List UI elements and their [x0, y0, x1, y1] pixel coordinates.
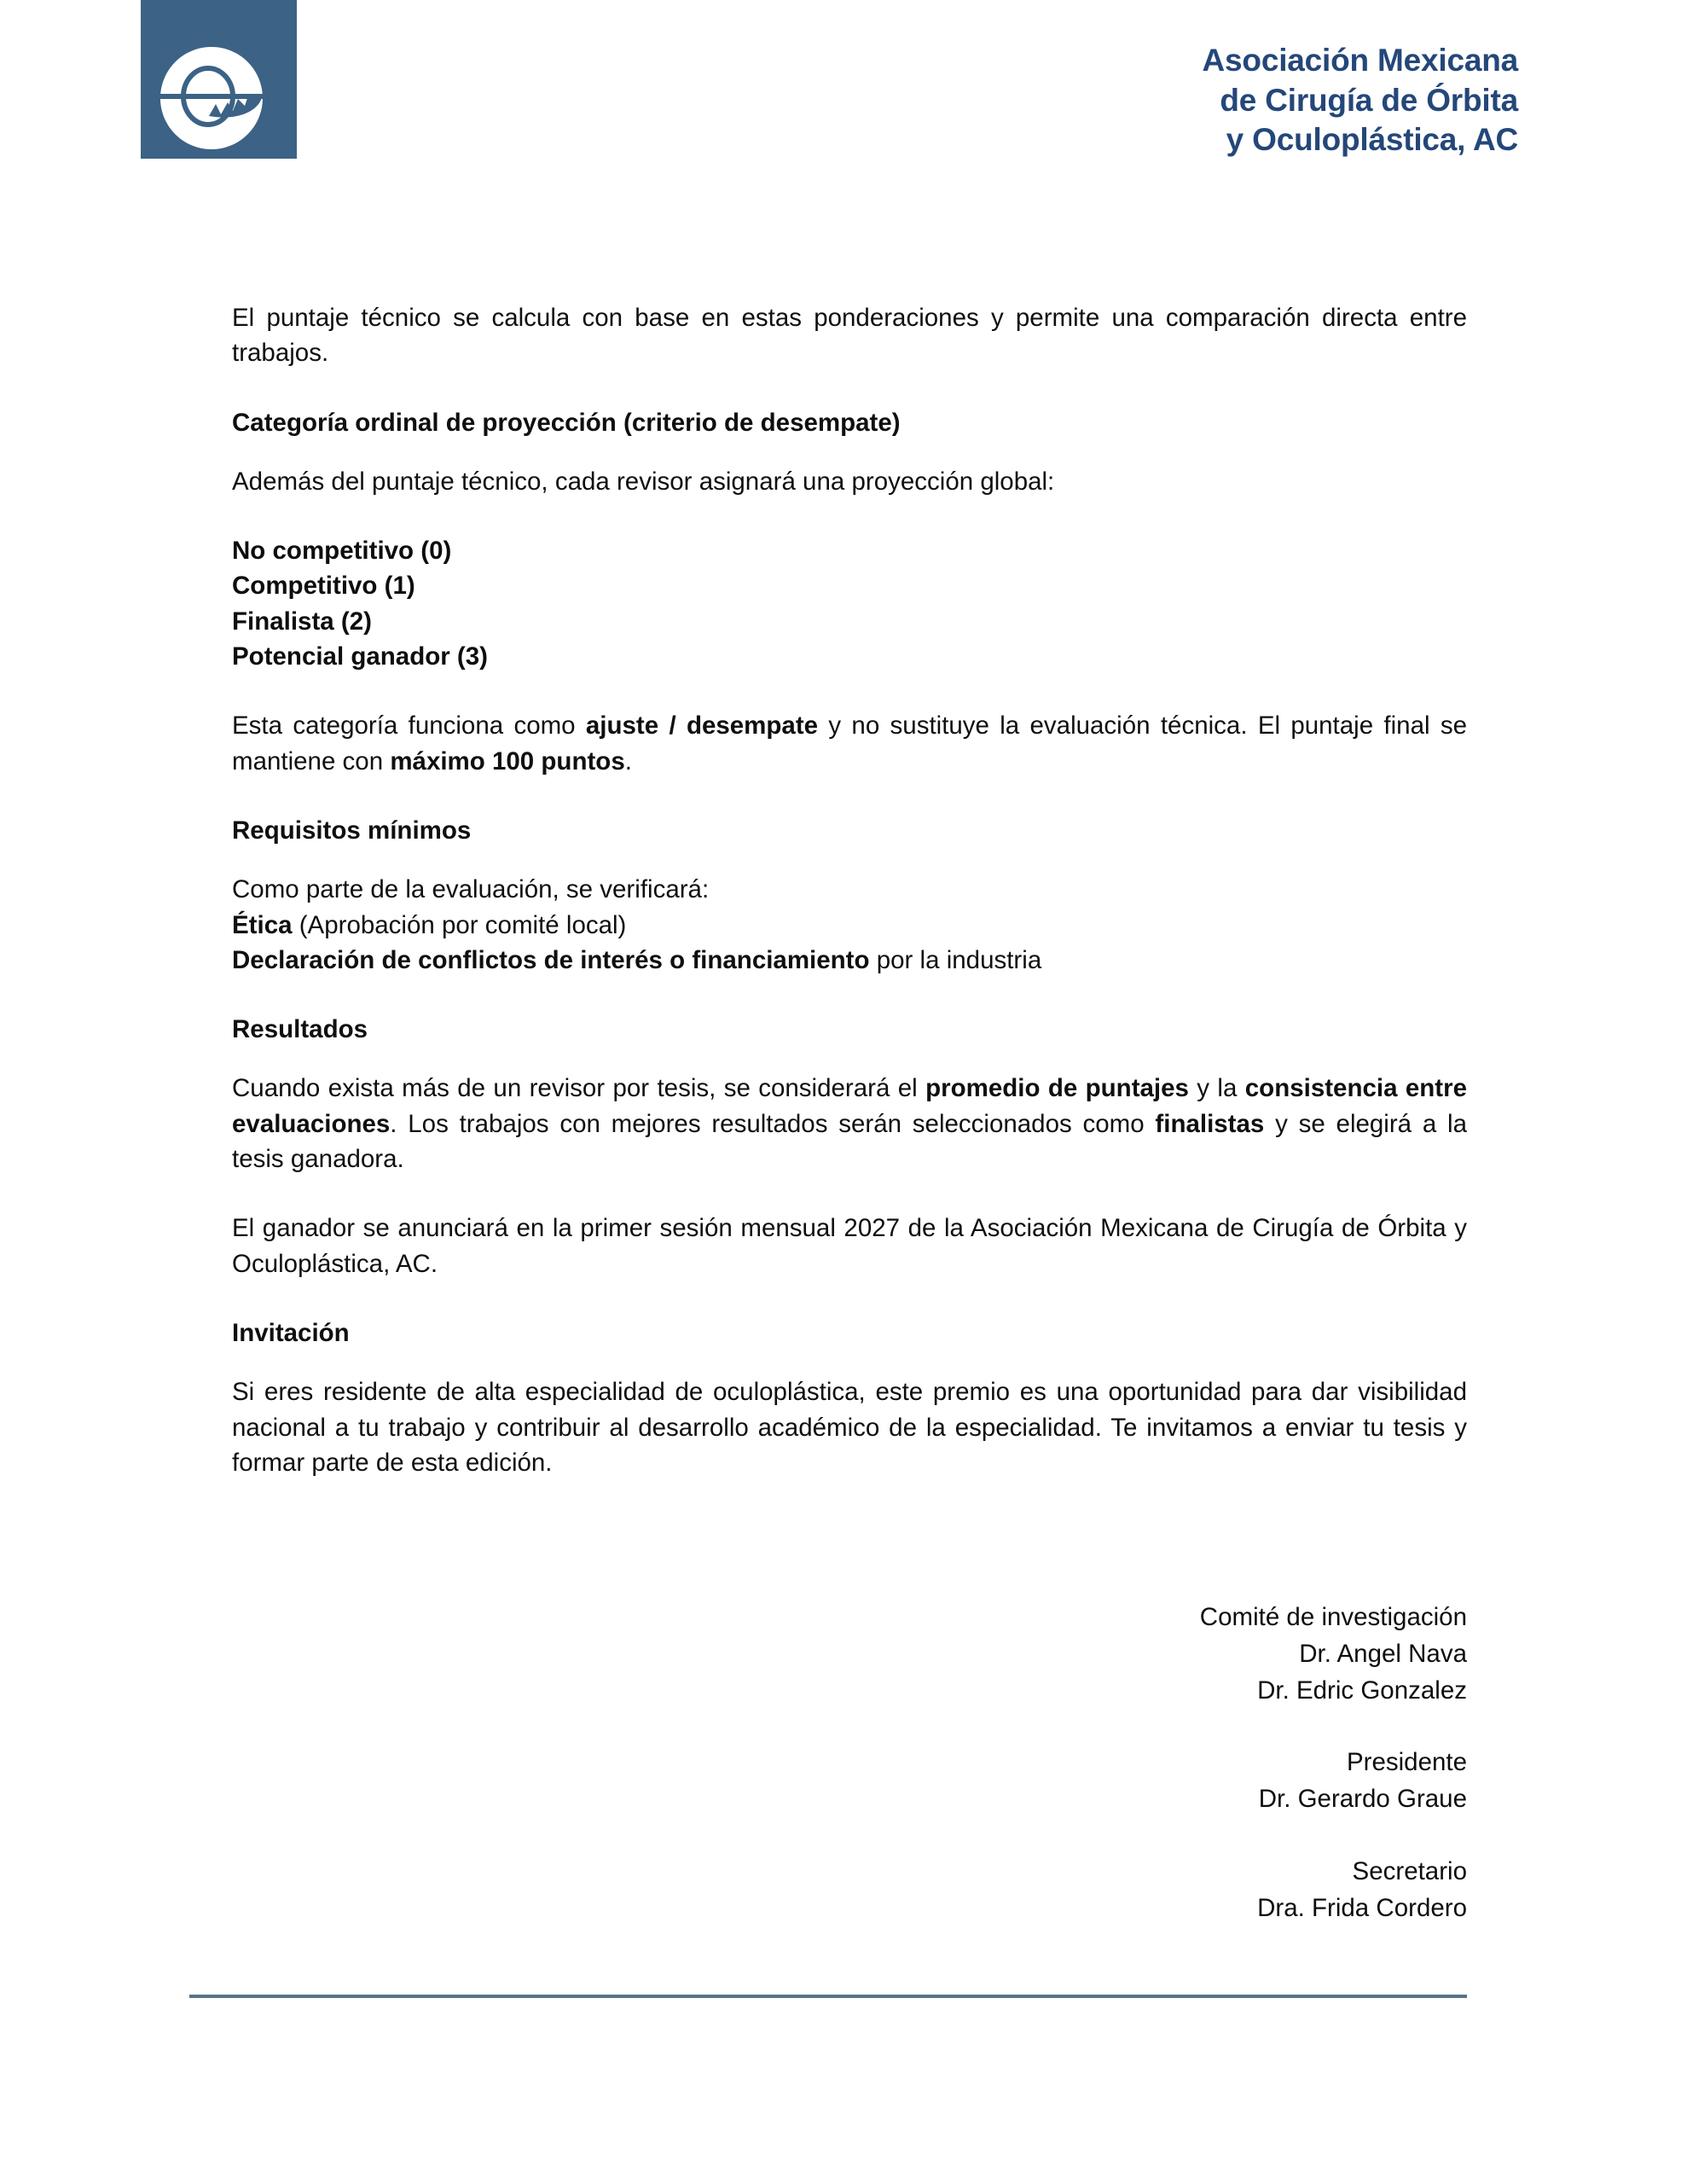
signature-group-comite — [232, 1600, 1467, 1709]
requisito-etica — [232, 908, 1467, 943]
requisito-conflictos-label: Declaración de conflictos de interés o financiamiento — [232, 945, 870, 974]
requisito-etica-detail: (Aprobación por comité local) — [292, 910, 627, 939]
signature-name: Dr. Edric Gonzalez — [1257, 1676, 1467, 1705]
heading-categoria-ordinal: Categoría ordinal de proyección (criterio de desempate) — [232, 408, 901, 437]
resultados-text-1: Cuando exista más de un revisor por tesis, se considerará el — [232, 1074, 926, 1103]
signature-name: Dr. Gerardo Graue — [1258, 1785, 1467, 1814]
requisito-conflictos — [232, 943, 1467, 978]
categoria-note-paragraph — [232, 708, 1467, 779]
org-title-line-2: de Cirugía de Órbita — [1220, 82, 1518, 118]
invitacion-paragraph: Si eres residente de alta especialidad de oculoplástica, este premio es una oportunidad para dar visibilidad nacional a tu trabajo y contribuir al desarrollo académico de la especialidad. Te invitamos a enviar tu tesis y formar parte de esta edición. — [232, 1378, 1467, 1477]
signature-role: Comité de investigación — [1199, 1603, 1467, 1631]
signature-group-presidente — [232, 1745, 1467, 1818]
logo-block — [141, 0, 297, 159]
list-item: Competitivo (1) — [232, 572, 415, 601]
resultados-bold-consistencia: consistencia entre evaluaciones — [232, 1074, 1467, 1138]
resultados-paragraph-2: El ganador se anunciará en la primer sesión mensual 2027 de la Asociación Mexicana de Cirugía de Órbita y Oculoplástica, AC. — [232, 1214, 1467, 1278]
list-item: No competitivo (0) — [232, 537, 452, 566]
organization-title — [896, 41, 1518, 160]
document-header — [0, 0, 1687, 171]
resultados-text-3: . Los trabajos con mejores resultados serán seleccionados como — [390, 1109, 1156, 1138]
note-bold-ajuste-desempate: ajuste / desempate — [585, 712, 819, 741]
signature-group-secretario — [232, 1854, 1467, 1927]
resultados-text-2: y la — [1188, 1074, 1245, 1103]
requisito-conflictos-detail: por la industria — [869, 945, 1042, 974]
document-body — [232, 300, 1467, 1480]
signature-name: Dr. Angel Nava — [1299, 1639, 1467, 1668]
signature-name: Dra. Frida Cordero — [1257, 1893, 1467, 1922]
list-item: Potencial ganador (3) — [232, 642, 488, 671]
resultados-paragraph-1 — [232, 1071, 1467, 1176]
requisitos-intro-paragraph: Como parte de la evaluación, se verificará: — [232, 875, 710, 904]
signature-role: Secretario — [1352, 1856, 1467, 1885]
signature-role: Presidente — [1346, 1748, 1467, 1777]
resultados-bold-finalistas: finalistas — [1155, 1109, 1265, 1138]
resultados-text-4: y se elegirá a la tesis ganadora. — [232, 1109, 1467, 1174]
note-text-1: Esta categoría funciona como — [232, 712, 586, 741]
note-text-2: y no sustituye la evaluación técnica. El puntaje final se mantiene con — [232, 712, 1467, 775]
heading-requisitos-minimos: Requisitos mínimos — [232, 816, 472, 845]
org-title-line-1: Asociación Mexicana — [1202, 43, 1518, 78]
resultados-bold-promedio: promedio de puntajes — [925, 1074, 1189, 1103]
note-text-3: . — [624, 746, 632, 775]
requisito-etica-label: Ética — [232, 910, 293, 939]
projection-category-list — [232, 533, 1467, 674]
heading-invitacion: Invitación — [232, 1318, 350, 1347]
eye-orbit-logo-icon — [156, 43, 267, 154]
note-bold-maximo-100: máximo 100 puntos — [390, 746, 625, 775]
org-title-line-3: y Oculoplástica, AC — [1226, 122, 1518, 158]
intro-paragraph: El puntaje técnico se calcula con base en estas ponderaciones y permite una comparación directa entre trabajos. — [232, 304, 1467, 368]
list-item: Finalista (2) — [232, 607, 372, 636]
signature-block — [232, 1600, 1467, 1926]
footer-divider — [189, 1995, 1467, 1998]
heading-resultados: Resultados — [232, 1015, 368, 1044]
categoria-intro-paragraph: Además del puntaje técnico, cada revisor asignará una proyección global: — [232, 467, 1055, 496]
